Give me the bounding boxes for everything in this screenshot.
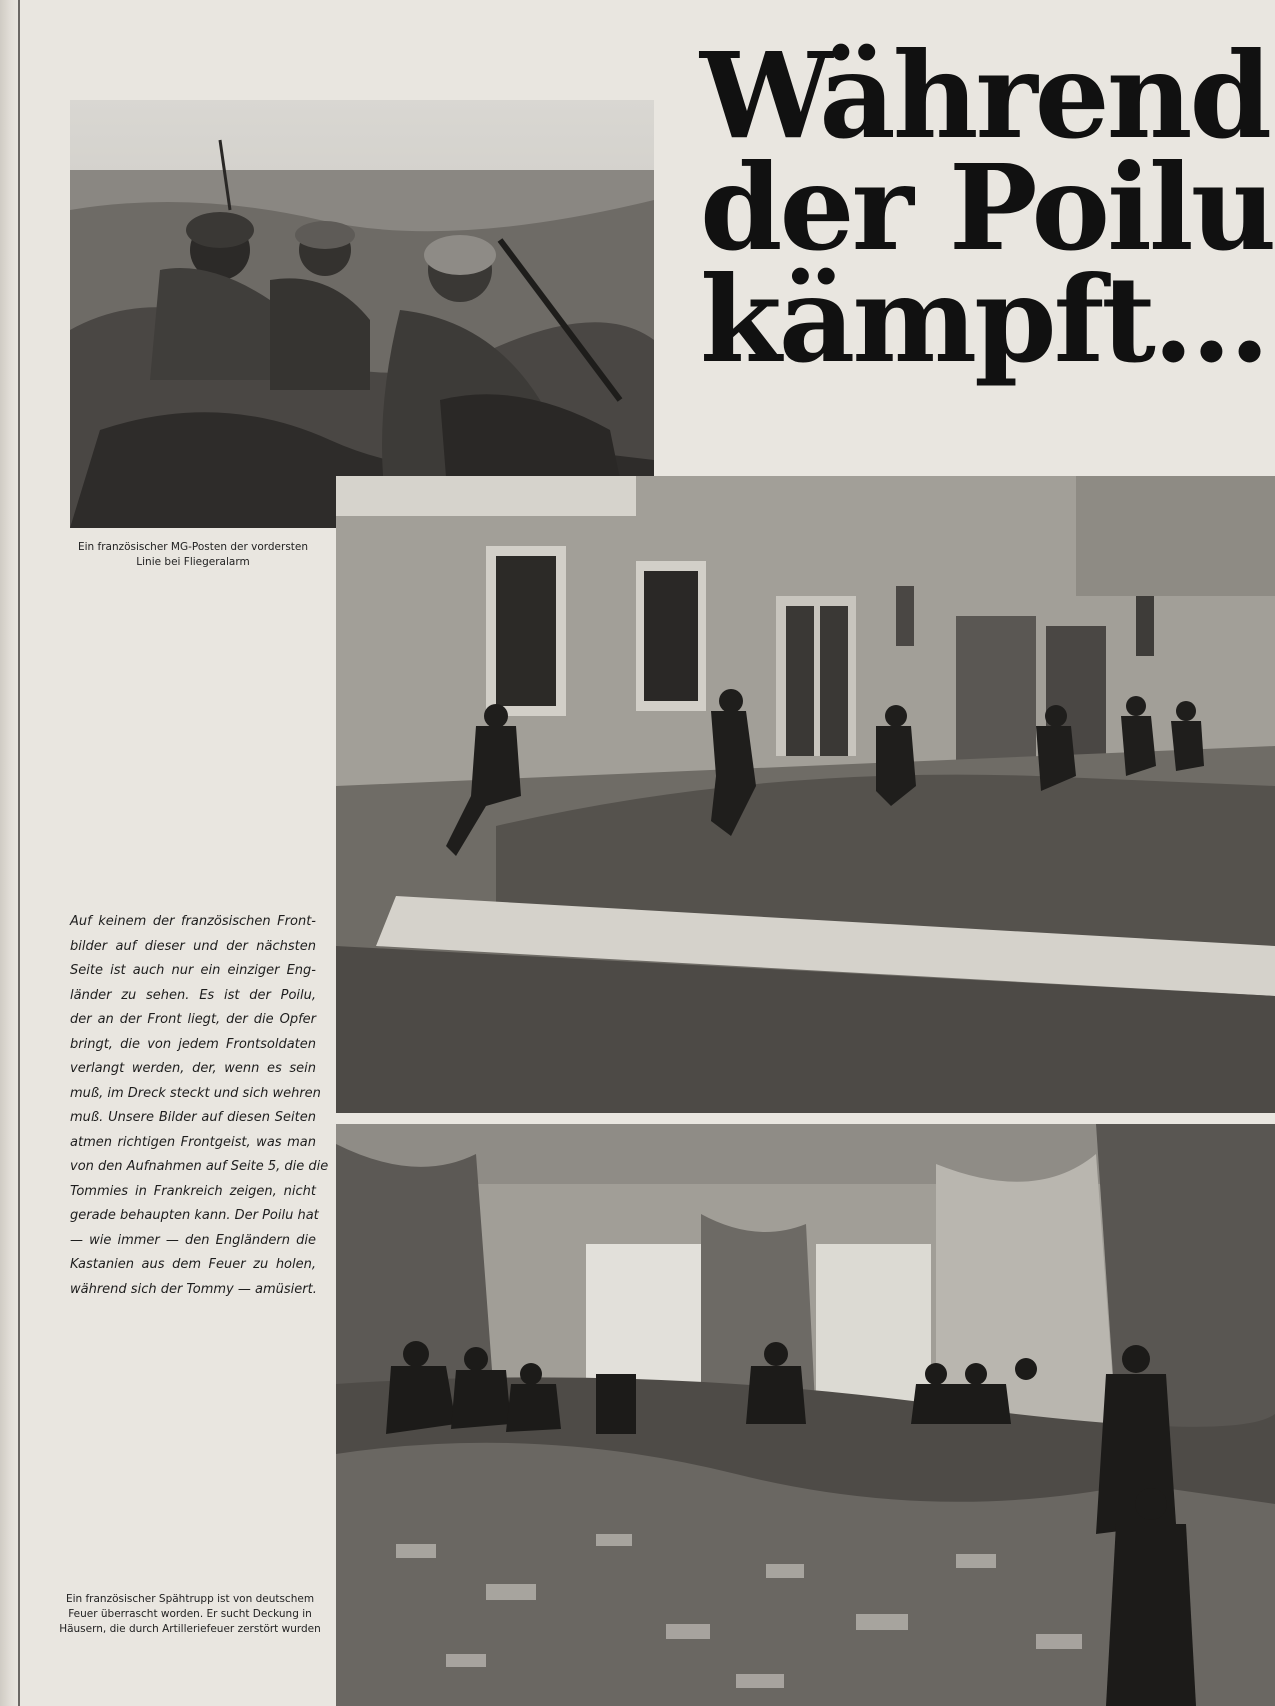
photo-patrol-in-ruins	[336, 1124, 1275, 1706]
body-line: bilder auf dieser und der nächsten	[70, 938, 316, 954]
body-line: bringt, die von jedem Frontsoldaten	[70, 1036, 316, 1052]
body-line: atmen richtigen Frontgeist, was man	[70, 1134, 316, 1150]
body-line: muß, im Dreck steckt und sich wehren	[70, 1085, 321, 1101]
photo-soldiers-running	[336, 476, 1275, 1113]
body-line: länder zu sehen. Es ist der Poilu,	[70, 987, 316, 1003]
body-line: — wie immer — den Engländern die	[70, 1232, 316, 1248]
page-binding-edge	[0, 0, 18, 1706]
body-line: muß. Unsere Bilder auf diesen Seiten	[70, 1110, 316, 1125]
article-body	[70, 910, 329, 1302]
headline-line-2: der Poilu	[700, 138, 1274, 277]
headline	[700, 26, 1274, 389]
body-line: von den Aufnahmen auf Seite 5, die die	[70, 1159, 329, 1174]
body-line: während sich der Tommy — amüsiert.	[70, 1281, 317, 1297]
photo-mg-post	[70, 100, 654, 528]
body-line: Tommies in Frankreich zeigen, nicht	[70, 1183, 316, 1199]
caption-mg-post: Ein französischer MG-Posten der vordersten Linie bei Fliegeralarm	[77, 541, 309, 568]
body-line: gerade behaupten kann. Der Poilu hat	[70, 1208, 319, 1223]
headline-line-1: Während	[700, 26, 1270, 165]
body-line: verlangt werden, der, wenn es sein	[70, 1061, 316, 1076]
body-line: Auf keinem der französischen Front-	[70, 914, 316, 929]
caption-patrol: Ein französischer Spähtrupp ist von deutschem Feuer überrascht worden. Er sucht Deckung in Häusern, die durch Artilleriefeuer zerstört wurden	[59, 1593, 321, 1635]
body-line: Seite ist auch nur ein einziger Eng-	[70, 963, 316, 978]
headline-line-3: kämpft...	[700, 250, 1268, 389]
body-line: Kastanien aus dem Feuer zu holen,	[70, 1257, 316, 1272]
body-line: der an der Front liegt, der die Opfer	[70, 1012, 316, 1027]
